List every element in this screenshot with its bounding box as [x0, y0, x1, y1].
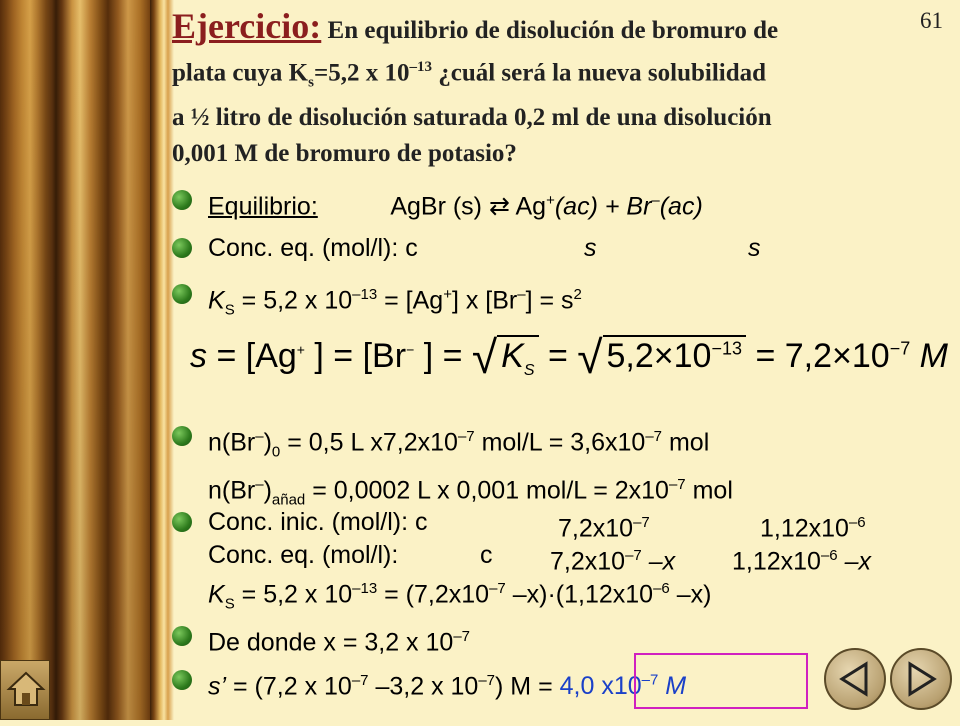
bullet-icon	[172, 426, 192, 446]
decorative-sidebar	[0, 0, 156, 720]
bullet-icon	[172, 512, 192, 532]
triangle-right-icon	[892, 650, 950, 708]
previous-slide-button[interactable]	[824, 648, 886, 710]
page-curl-edge	[150, 0, 174, 720]
sqrt-icon: √	[577, 331, 603, 383]
sqrt-icon: √	[471, 331, 498, 383]
answer-highlight-box	[634, 653, 808, 709]
next-slide-button[interactable]	[890, 648, 952, 710]
exercise-title: Ejercicio: En equilibrio de disolución de bromuro de plata cuya $K_s=5,2$ x $10^{-13}$ ¿cuál será la nueva solubilidad a ½ litro de disolución saturada 0,2 ml de una disolución 0,001 M de bromuro de potasio?	[172, 6, 779, 168]
equilibrium-arrow-icon: ⇄	[488, 192, 510, 221]
bullet-icon	[172, 284, 192, 304]
answer-value: 4,0 $x10^{-7}$ M	[559, 672, 687, 701]
exercise-label: Ejercicio:	[172, 6, 322, 46]
bullet-icon	[172, 670, 192, 690]
home-icon	[1, 661, 51, 721]
bullet-icon	[172, 626, 192, 646]
page-number: 61	[920, 8, 943, 33]
triangle-left-icon	[826, 650, 884, 708]
solubility-formula: s = [Ag+ ] = [Br− ] = √ $K_S$ = √ $5,2\times 10^{-13} = 7,2\times 10^{-7}$ M	[190, 331, 948, 383]
home-button[interactable]	[0, 660, 50, 720]
bullet-icon	[172, 190, 192, 210]
bullet-icon	[172, 238, 192, 258]
